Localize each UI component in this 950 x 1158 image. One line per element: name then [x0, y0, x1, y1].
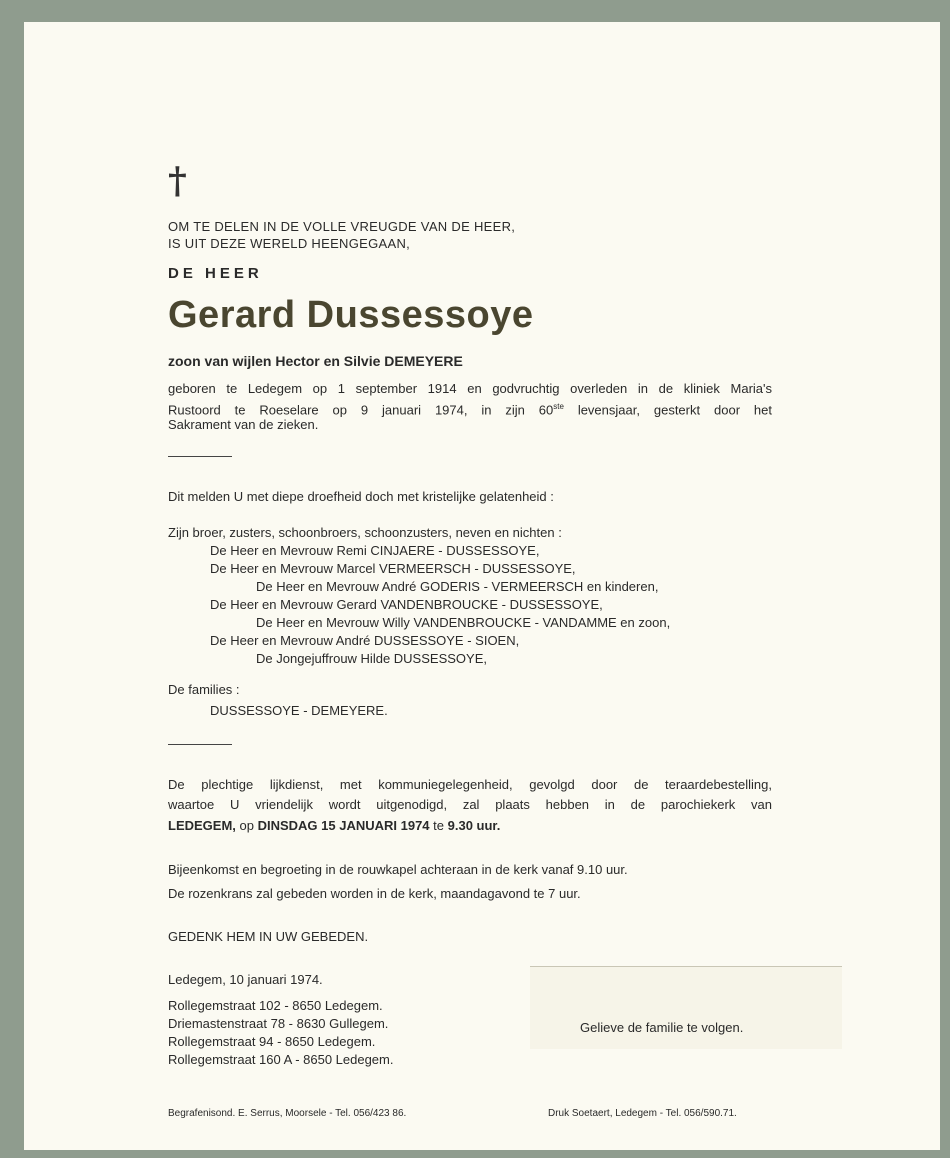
divider [168, 456, 232, 457]
prayer-line: GEDENK HEM IN UW GEBEDEN. [168, 929, 369, 944]
families-names: DUSSESSOYE - DEMEYERE. [210, 703, 388, 718]
service-line-2: waartoe U vriendelijk wordt uitgenodigd, zal plaats hebben in de parochiekerk van [168, 797, 772, 812]
birth-line-1: geboren te Ledegem op 1 september 1914 en godvruchtig overleden in de kliniek Maria's [168, 381, 772, 396]
relatives-intro: Zijn broer, zusters, schoonbroers, schoonzusters, neven en nichten : [168, 525, 562, 540]
address-line: Rollegemstraat 94 - 8650 Ledegem. [168, 1034, 376, 1049]
footer-printer: Druk Soetaert, Ledegem - Tel. 056/590.71. [548, 1108, 737, 1119]
follow-note-box [530, 966, 842, 1049]
service-line-3: LEDEGEM, op DINSDAG 15 JANUARI 1974 te 9.30 uur. [168, 818, 501, 833]
relative-line: De Jongejuffrouw Hilde DUSSESSOYE, [256, 651, 487, 666]
intro-line-2: IS UIT DEZE WERELD HEENGEGAAN, [168, 236, 411, 251]
title-prefix: DE HEER [168, 265, 263, 282]
service-line-1: De plechtige lijkdienst, met kommuniegelegenheid, gevolgd door de teraardebestelling, [168, 777, 772, 792]
place-date: Ledegem, 10 januari 1974. [168, 972, 323, 987]
birth-line-2: Rustoord te Roeselare op 9 januari 1974, in zijn 60ste levensjaar, gesterkt door het [168, 402, 772, 418]
relative-line: De Heer en Mevrouw André GODERIS - VERMEERSCH en kinderen, [256, 579, 659, 594]
relative-line: De Heer en Mevrouw Gerard VANDENBROUCKE - DUSSESSOYE, [210, 597, 603, 612]
address-line: Rollegemstraat 160 A - 8650 Ledegem. [168, 1052, 394, 1067]
address-line: Rollegemstraat 102 - 8650 Ledegem. [168, 998, 383, 1013]
obituary-card [24, 22, 940, 1150]
address-line: Driemastenstraat 78 - 8630 Gullegem. [168, 1016, 389, 1031]
relative-line: De Heer en Mevrouw Willy VANDENBROUCKE - VANDAMME en zoon, [256, 615, 671, 630]
intro-line-1: OM TE DELEN IN DE VOLLE VREUGDE VAN DE HEER, [168, 219, 516, 234]
relative-line: De Heer en Mevrouw Remi CINJAERE - DUSSESSOYE, [210, 543, 540, 558]
rosary-line: De rozenkrans zal gebeden worden in de kerk, maandagavond te 7 uur. [168, 886, 581, 901]
follow-note: Gelieve de familie te volgen. [580, 1020, 744, 1035]
parents-line: zoon van wijlen Hector en Silvie DEMEYERE [168, 353, 463, 369]
divider [168, 744, 232, 745]
birth-line-3: Sakrament van de zieken. [168, 417, 319, 432]
announcement: Dit melden U met diepe droefheid doch met kristelijke gelatenheid : [168, 489, 554, 504]
gathering-line: Bijeenkomst en begroeting in de rouwkapel achteraan in de kerk vanaf 9.10 uur. [168, 862, 628, 877]
cross-icon: † [168, 160, 187, 202]
deceased-name: Gerard Dussessoye [168, 294, 534, 336]
families-label: De families : [168, 682, 240, 697]
relative-line: De Heer en Mevrouw André DUSSESSOYE - SIOEN, [210, 633, 520, 648]
relative-line: De Heer en Mevrouw Marcel VERMEERSCH - DUSSESSOYE, [210, 561, 576, 576]
footer-funeral-director: Begrafenisond. E. Serrus, Moorsele - Tel. 056/423 86. [168, 1108, 407, 1119]
